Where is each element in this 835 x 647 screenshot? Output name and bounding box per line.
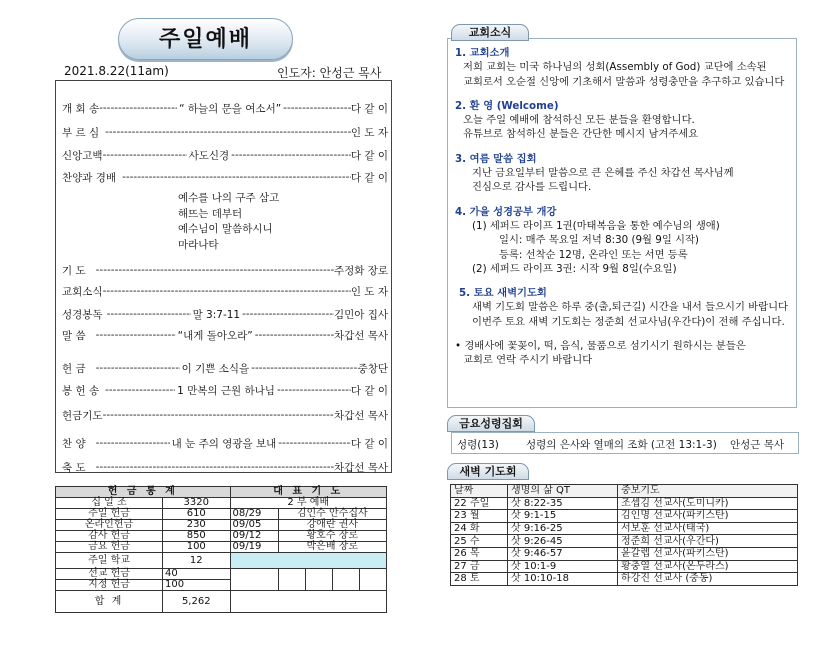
offering-value: 3320 (163, 498, 231, 509)
prayer-date: 09/12 (230, 531, 278, 542)
table-row: 23 월 삿 9:1-15 김인명 선교사(파키스탄) (451, 510, 798, 523)
offering-value: 230 (163, 520, 231, 531)
dawn-prayer-table (450, 484, 798, 586)
offering-label: 주일 헌금 (56, 509, 163, 520)
friday-meeting-row (451, 432, 799, 454)
prayer-date: 08/29 (230, 509, 278, 520)
column-header: 날짜 (451, 485, 508, 498)
news-line: (1) 세퍼드 라이프 1권(마태복음을 통한 예수님의 생애) (472, 219, 720, 232)
blank-cell (230, 553, 386, 569)
column-header: 생명의 삶 QT (508, 485, 618, 498)
prayer-name: 황호수 장로 (278, 531, 386, 542)
order-row: 신앙고백 ----- 사도신경 ----- 다 같 이 (62, 147, 388, 163)
blank-cell (278, 569, 305, 591)
blank-cell (359, 569, 386, 591)
blank-cell (230, 569, 278, 591)
prayer-name: 강애란 권사 (278, 520, 386, 531)
news-note: • 경배사에 꽃꽂이, 떡, 음식, 물품으로 섬기시기 원하시는 분들은 (455, 340, 746, 353)
offering-header: 헌 금 통 계 (56, 487, 231, 498)
offering-label: 금요 헌금 (56, 542, 163, 553)
offering-value: 610 (163, 509, 231, 520)
service-leader: 인도자: 안성근 목사 (277, 66, 382, 80)
table-row: 22 주일 삿 8:22-35 조셉김 선교사(도미니카) (451, 497, 798, 510)
prayer-date: 09/05 (230, 520, 278, 531)
offering-label: 온라인헌금 (56, 520, 163, 531)
order-row: 헌 금 ----- 이 기쁜 소식을 ----- 중창단 (62, 360, 388, 376)
offering-value: 12 (163, 553, 231, 569)
page-title: 주일예배 (118, 18, 293, 60)
offering-value: 100 (163, 580, 231, 591)
church-news-content (455, 46, 795, 368)
blank-cell (332, 569, 359, 591)
order-row: 교회소식 ----- 인 도 자 (62, 283, 388, 299)
prayer-header: 대 표 기 도 (230, 487, 386, 498)
table-row: 28 토 삿 10:10-18 하강진 선교사 (중동) (451, 573, 798, 586)
news-heading: 3. 여름 말씀 집회 (455, 152, 537, 165)
offering-label: 십 일 조 (56, 498, 163, 509)
song-title: 해뜨는 데부터 (178, 207, 243, 220)
order-row: 헌금기도 ----- 차갑선 목사 (62, 407, 388, 423)
order-row: 찬 양 ----- 내 눈 주의 영광을 보내 ----- 다 같 이 (62, 435, 388, 451)
offering-total-label: 합 계 (56, 591, 163, 613)
prayer-date: 09/19 (230, 542, 278, 553)
offering-value: 850 (163, 531, 231, 542)
order-of-service (55, 80, 392, 473)
order-row: 봉 헌 송 ----- 1 만복의 근원 하나님 ----- 다 같 이 (62, 382, 388, 398)
offering-value: 40 (163, 569, 231, 580)
friday-meeting-tab: 금요성령집회 (447, 415, 535, 432)
news-line: 이번주 토요 새벽 기도회는 정준희 선교사님(우간다)이 전해 주십니다. (472, 315, 785, 328)
church-news-tab: 교회소식 (451, 24, 529, 41)
friday-series: 성령(13) (457, 439, 499, 451)
order-row: 성경봉독 ----- 말 3:7-11 ----- 김민아 집사 (62, 306, 388, 322)
offering-label: 주일 학교 (56, 553, 163, 569)
order-row: 개 회 송 ----- “ 하늘의 문을 여소서” ----- 다 같 이 (62, 100, 388, 116)
news-note: 교회로 연락 주시기 바랍니다 (463, 354, 593, 367)
news-line: (2) 세퍼드 라이프 3권: 시작 9월 8일(수요일) (472, 262, 677, 275)
news-line: 유튜브로 참석하신 분들은 간단한 메시지 남겨주세요 (463, 128, 699, 141)
news-heading: 2. 환 영 (Welcome) (455, 99, 559, 112)
news-heading: 4. 가을 성경공부 개강 (455, 205, 557, 218)
offering-total-value: 5,262 (163, 591, 231, 613)
table-row: 24 화 삿 9:16-25 서보훈 선교사(태국) (451, 522, 798, 535)
news-line: 새벽 기도회 말씀은 하루 중(출,퇴근길) 시간을 내서 들으시기 바랍니다 (472, 301, 789, 314)
news-line: 저희 교회는 미국 하나님의 성회(Assembly of God) 교단에 소속된 (463, 61, 767, 74)
order-row: 찬양과 경배 ----- 다 같 이 (62, 169, 388, 185)
offering-label: 지정 헌금 (56, 580, 163, 591)
order-row: 말 씀 ----- “내게 돌아오라” ----- 차갑선 목사 (62, 327, 388, 343)
news-heading: 5. 토요 새벽기도회 (459, 287, 547, 300)
friday-speaker: 안성근 목사 (730, 439, 785, 451)
table-row: 25 수 삿 9:26-45 정준희 선교사(우간다) (451, 535, 798, 548)
table-row: 26 목 삿 9:46-57 윤갈렙 선교사(파키스탄) (451, 547, 798, 560)
news-line: 교회로서 오순절 신앙에 기초해서 말씀과 성령충만을 추구하고 있습니다 (463, 75, 785, 88)
song-title: 예수님이 말씀하시니 (178, 223, 273, 235)
blank-cell (305, 569, 332, 591)
news-line: 일시: 매주 목요일 저녁 8:30 (9월 9일 시작) (499, 234, 699, 247)
table-row: 27 금 삿 10:1-9 황충열 선교사(온두라스) (451, 560, 798, 573)
column-header: 중보기도 (618, 485, 798, 498)
news-line: 오늘 주일 예배에 참석하신 모든 분들을 환영합니다. (463, 114, 695, 127)
order-row: 기 도 ----- 주정화 장로 (62, 262, 388, 278)
news-line: 진심으로 감사를 드립니다. (472, 181, 592, 194)
friday-topic: 성령의 은사와 열매의 조화 (고전 13:1-3) (526, 439, 717, 451)
prayer-service: 2 부 예배 (230, 498, 386, 509)
news-heading: 1. 교회소개 (455, 47, 510, 59)
blank-cell (230, 591, 386, 613)
song-title: 예수를 나의 구주 삼고 (178, 192, 280, 204)
offering-label: 감사 헌금 (56, 531, 163, 542)
worship-song-list (178, 191, 279, 253)
dawn-prayer-tab: 새벽 기도회 (447, 463, 529, 480)
order-row: 부 르 심 ----- 인 도 자 (62, 124, 388, 140)
order-row: 축 도 ----- 차갑선 목사 (62, 459, 388, 475)
song-title: 마라나타 (178, 238, 219, 251)
news-line: 등록: 선착순 12명, 온라인 또는 서면 등록 (499, 248, 688, 261)
news-line: 지난 금요일부터 말씀으로 큰 은혜를 주신 차갑선 목사님께 (472, 167, 734, 180)
offering-label: 선교 헌금 (56, 569, 163, 580)
prayer-name: 박은배 장로 (278, 542, 386, 553)
service-date: 2021.8.22(11am) (64, 64, 169, 78)
offering-table (55, 486, 387, 613)
prayer-name: 김인수 안수집사 (278, 509, 386, 520)
offering-value: 100 (163, 542, 231, 553)
